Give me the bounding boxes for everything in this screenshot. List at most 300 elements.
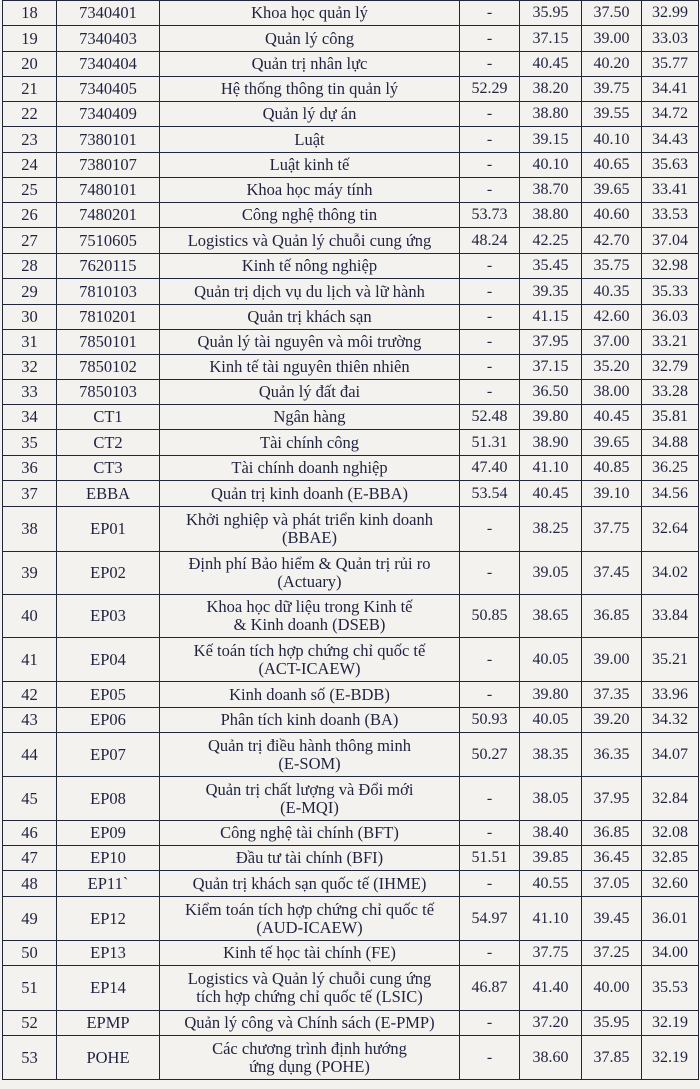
score-cell-4: 36.03 [642,305,699,330]
row-number-cell: 31 [3,330,57,355]
score-cell-1: 54.97 [460,897,520,941]
score-cell-1: - [460,1036,520,1080]
row-number-cell: 52 [3,1011,57,1036]
program-code-cell: EP08 [57,777,160,821]
program-code-cell: 7620115 [57,254,160,279]
score-cell-1: - [460,26,520,52]
program-name-cell: Quản lý công [160,26,460,52]
program-name-cell: Quản lý tài nguyên và môi trường [160,330,460,355]
score-cell-4: 35.21 [642,638,699,682]
score-cell-3: 37.45 [582,552,642,595]
table-row [3,330,699,355]
score-cell-2: 39.85 [520,846,582,871]
program-code-cell: POHE [57,1036,160,1080]
program-code-cell: 7810103 [57,279,160,305]
score-cell-3: 37.75 [582,507,642,552]
row-number-cell: 43 [3,708,57,733]
score-cell-1: - [460,777,520,821]
score-cell-2: 38.60 [520,1036,582,1080]
program-code-cell: 7810201 [57,305,160,330]
score-cell-2: 40.55 [520,871,582,897]
score-cell-3: 39.00 [582,26,642,52]
table-row [3,941,699,966]
score-cell-4: 34.07 [642,733,699,777]
score-cell-2: 41.10 [520,456,582,481]
score-cell-2: 37.15 [520,26,582,52]
program-name-line-1: Kiểm toán tích hợp chứng chỉ quốc tế [184,899,435,919]
program-code-cell: 7380107 [57,153,160,178]
score-cell-4: 36.01 [642,897,699,941]
score-cell-1: 51.31 [460,430,520,456]
program-name-cell: Quản trị dịch vụ du lịch và lữ hành [160,279,460,305]
program-code-cell: EP11` [57,871,160,897]
program-name-line-1: Khởi nghiệp và phát triển kinh doanh [185,510,433,529]
score-cell-1: - [460,871,520,897]
row-number-cell: 30 [3,305,57,330]
program-code-cell: EP12 [57,897,160,941]
score-cell-1: 51.51 [460,846,520,871]
program-code-cell: EP03 [57,595,160,638]
score-cell-4: 34.43 [642,127,699,153]
score-cell-1: 47.40 [460,456,520,481]
table-row [3,102,699,127]
score-cell-4: 34.72 [642,102,699,127]
score-cell-4: 32.64 [642,507,699,552]
row-number-cell: 47 [3,846,57,871]
score-cell-3: 39.00 [582,638,642,682]
score-cell-2: 41.15 [520,305,582,330]
row-number-cell: 36 [3,456,57,481]
program-name-cell: Logistics và Quản lý chuỗi cung ứng [160,228,460,254]
program-code-cell: EP09 [57,821,160,846]
table-row [3,405,699,430]
program-name-cell: Khoa học máy tính [160,178,460,203]
score-cell-2: 35.45 [520,254,582,279]
program-code-cell: EP10 [57,846,160,871]
row-number-cell: 51 [3,966,57,1011]
table-row [3,203,699,228]
score-cell-4: 35.53 [642,966,699,1011]
program-name-cell: Khoa học quản lý [160,1,460,26]
program-name-cell [160,777,460,821]
score-cell-4: 32.19 [642,1011,699,1036]
score-cell-2: 38.80 [520,203,582,228]
program-name-line-1: Kế toán tích hợp chứng chỉ quốc tế [193,640,426,660]
program-name-line-2: (ACT-ICAEW) [258,658,361,678]
score-cell-2: 40.45 [520,52,582,77]
table-row [3,305,699,330]
score-cell-1: 50.85 [460,595,520,638]
program-code-cell: 7480201 [57,203,160,228]
score-cell-4: 32.79 [642,355,699,380]
score-cell-4: 34.32 [642,708,699,733]
score-cell-2: 39.80 [520,682,582,708]
row-number-cell: 19 [3,26,57,52]
row-number-cell: 53 [3,1036,57,1080]
program-name-line-1: Định phí Bảo hiểm & Quản trị rủi ro [188,554,431,573]
row-number-cell: 22 [3,102,57,127]
program-code-cell: 7380101 [57,127,160,153]
program-code-cell: 7340409 [57,102,160,127]
table-row [3,254,699,279]
score-cell-3: 40.65 [582,153,642,178]
score-cell-3: 39.45 [582,897,642,941]
score-cell-2: 40.45 [520,481,582,507]
program-name-cell: Công nghệ tài chính (BFT) [160,821,460,846]
score-cell-1: - [460,178,520,203]
score-cell-3: 40.10 [582,127,642,153]
score-cell-4: 33.28 [642,380,699,405]
score-cell-4: 35.81 [642,405,699,430]
table-row [3,1011,699,1036]
score-cell-2: 40.05 [520,708,582,733]
score-cell-3: 42.60 [582,305,642,330]
program-name-line-1: Quản trị điều hành thông minh [207,735,411,755]
table-row [3,26,699,52]
program-name-line-1: Khoa học dữ liệu trong Kinh tế [206,597,413,616]
score-cell-1: - [460,153,520,178]
score-cell-4: 34.00 [642,941,699,966]
row-number-cell: 39 [3,552,57,595]
table-row [3,777,699,821]
program-code-cell: 7850102 [57,355,160,380]
row-number-cell: 20 [3,52,57,77]
program-code-cell: 7340401 [57,1,160,26]
score-cell-1: - [460,52,520,77]
program-code-cell: CT3 [57,456,160,481]
table-row [3,638,699,682]
score-cell-4: 32.84 [642,777,699,821]
program-name-cell [160,595,460,638]
program-name-line-1: Logistics và Quản lý chuỗi cung ứng [187,969,432,988]
table-row [3,430,699,456]
row-number-cell: 48 [3,871,57,897]
score-cell-4: 33.41 [642,178,699,203]
table-row [3,552,699,595]
program-name-cell [160,1036,460,1080]
score-cell-2: 37.15 [520,355,582,380]
table-row [3,77,699,102]
row-number-cell: 50 [3,941,57,966]
row-number-cell: 26 [3,203,57,228]
score-cell-3: 40.45 [582,405,642,430]
program-name-line-2: (E-MQI) [280,797,339,817]
program-code-cell: 7340404 [57,52,160,77]
row-number-cell: 33 [3,380,57,405]
program-code-cell: EP01 [57,507,160,552]
table-row [3,708,699,733]
row-number-cell: 41 [3,638,57,682]
admission-score-table [2,0,699,1080]
program-name-cell [160,966,460,1011]
row-number-cell: 49 [3,897,57,941]
program-code-cell: 7510605 [57,228,160,254]
program-name-cell [160,507,460,552]
score-cell-4: 35.63 [642,153,699,178]
program-code-cell: CT1 [57,405,160,430]
score-cell-4: 32.98 [642,254,699,279]
score-cell-3: 39.65 [582,178,642,203]
score-cell-2: 38.35 [520,733,582,777]
table-row [3,228,699,254]
score-cell-2: 38.40 [520,821,582,846]
program-code-cell: CT2 [57,430,160,456]
program-code-cell: EP14 [57,966,160,1011]
score-cell-2: 37.95 [520,330,582,355]
program-code-cell: EP07 [57,733,160,777]
program-name-line-1: Quản trị chất lượng và Đổi mới [205,779,414,799]
score-cell-2: 39.15 [520,127,582,153]
score-cell-4: 32.19 [642,1036,699,1080]
table-row [3,682,699,708]
row-number-cell: 37 [3,481,57,507]
score-cell-4: 33.21 [642,330,699,355]
program-name-cell: Quản trị khách sạn quốc tế (IHME) [160,871,460,897]
program-name-cell: Tài chính công [160,430,460,456]
row-number-cell: 21 [3,77,57,102]
program-code-cell: EPMP [57,1011,160,1036]
score-cell-2: 38.05 [520,777,582,821]
program-code-cell: EP13 [57,941,160,966]
score-cell-3: 36.45 [582,846,642,871]
score-cell-2: 38.65 [520,595,582,638]
program-name-cell [160,552,460,595]
program-name-cell: Quản lý công và Chính sách (E-PMP) [160,1011,460,1036]
program-name-cell: Kinh tế học tài chính (FE) [160,941,460,966]
program-name-line-2: ứng dụng (POHE) [249,1056,370,1076]
row-number-cell: 34 [3,405,57,430]
score-cell-1: - [460,254,520,279]
score-cell-2: 39.35 [520,279,582,305]
program-name-line-2: & Kinh doanh (DSEB) [233,615,386,634]
score-cell-4: 36.25 [642,456,699,481]
score-cell-2: 38.70 [520,178,582,203]
score-cell-2: 38.90 [520,430,582,456]
score-cell-4: 33.96 [642,682,699,708]
score-cell-3: 38.00 [582,380,642,405]
program-code-cell: 7340405 [57,77,160,102]
row-number-cell: 40 [3,595,57,638]
score-cell-1: - [460,682,520,708]
score-cell-2: 38.25 [520,507,582,552]
score-cell-2: 37.75 [520,941,582,966]
score-cell-3: 37.00 [582,330,642,355]
row-number-cell: 24 [3,153,57,178]
score-cell-1: - [460,552,520,595]
score-cell-3: 40.85 [582,456,642,481]
score-cell-3: 37.05 [582,871,642,897]
score-cell-1: - [460,279,520,305]
score-cell-3: 35.95 [582,1011,642,1036]
score-cell-1: - [460,380,520,405]
program-name-cell: Ngân hàng [160,405,460,430]
program-name-line-2: (BBAE) [282,528,337,547]
program-name-cell: Tài chính doanh nghiệp [160,456,460,481]
score-cell-4: 32.60 [642,871,699,897]
score-cell-3: 40.35 [582,279,642,305]
program-name-cell [160,733,460,777]
score-cell-1: 48.24 [460,228,520,254]
score-cell-1: - [460,941,520,966]
row-number-cell: 46 [3,821,57,846]
table-row [3,733,699,777]
score-cell-1: 50.27 [460,733,520,777]
row-number-cell: 44 [3,733,57,777]
score-cell-1: - [460,102,520,127]
score-cell-1: - [460,355,520,380]
row-number-cell: 42 [3,682,57,708]
row-number-cell: 45 [3,777,57,821]
table-row [3,846,699,871]
score-cell-3: 39.10 [582,481,642,507]
score-cell-2: 39.80 [520,405,582,430]
score-cell-1: 46.87 [460,966,520,1011]
table-row [3,481,699,507]
program-name-cell [160,897,460,941]
program-code-cell: EP05 [57,682,160,708]
score-cell-2: 40.05 [520,638,582,682]
score-cell-1: - [460,305,520,330]
score-cell-1: - [460,1,520,26]
score-cell-2: 39.05 [520,552,582,595]
program-code-cell: EP04 [57,638,160,682]
score-cell-4: 37.04 [642,228,699,254]
program-name-cell: Quản trị khách sạn [160,305,460,330]
score-cell-4: 32.99 [642,1,699,26]
table-row [3,355,699,380]
row-number-cell: 23 [3,127,57,153]
score-cell-4: 34.56 [642,481,699,507]
table-row [3,279,699,305]
row-number-cell: 27 [3,228,57,254]
row-number-cell: 32 [3,355,57,380]
score-cell-4: 33.03 [642,26,699,52]
program-code-cell: 7340403 [57,26,160,52]
score-cell-4: 32.85 [642,846,699,871]
program-name-cell: Kinh doanh số (E-BDB) [160,682,460,708]
score-cell-4: 34.41 [642,77,699,102]
score-cell-3: 35.75 [582,254,642,279]
score-cell-1: - [460,821,520,846]
score-cell-4: 35.33 [642,279,699,305]
score-cell-3: 40.00 [582,966,642,1011]
score-cell-1: - [460,507,520,552]
score-cell-4: 33.53 [642,203,699,228]
score-cell-1: 52.48 [460,405,520,430]
table-row [3,1036,699,1080]
row-number-cell: 25 [3,178,57,203]
score-cell-2: 35.95 [520,1,582,26]
program-name-line-2: tích hợp chứng chỉ quốc tế (LSIC) [196,987,423,1006]
program-name-cell: Luật kinh tế [160,153,460,178]
program-name-cell: Công nghệ thông tin [160,203,460,228]
table-row [3,456,699,481]
score-cell-3: 39.65 [582,430,642,456]
program-name-cell: Quản trị kinh doanh (E-BBA) [160,481,460,507]
program-name-line-1: Các chương trình định hướng [212,1038,407,1058]
score-cell-3: 39.75 [582,77,642,102]
program-name-cell [160,638,460,682]
score-cell-3: 39.55 [582,102,642,127]
score-cell-2: 36.50 [520,380,582,405]
score-cell-3: 37.85 [582,1036,642,1080]
score-cell-1: - [460,638,520,682]
table-row [3,871,699,897]
score-cell-1: 53.54 [460,481,520,507]
program-code-cell: EP06 [57,708,160,733]
score-cell-3: 36.85 [582,595,642,638]
program-name-cell: Phân tích kinh doanh (BA) [160,708,460,733]
table-row [3,153,699,178]
table-row [3,595,699,638]
score-cell-3: 39.20 [582,708,642,733]
score-cell-1: - [460,127,520,153]
score-cell-4: 33.84 [642,595,699,638]
score-cell-4: 34.88 [642,430,699,456]
program-name-line-2: (Actuary) [277,572,342,591]
score-cell-1: - [460,1011,520,1036]
score-cell-3: 36.35 [582,733,642,777]
program-code-cell: EP02 [57,552,160,595]
table-row [3,507,699,552]
program-name-cell: Quản lý đất đai [160,380,460,405]
score-cell-3: 37.95 [582,777,642,821]
program-name-cell: Đầu tư tài chính (BFI) [160,846,460,871]
table-row [3,52,699,77]
score-cell-3: 42.70 [582,228,642,254]
score-cell-1: 52.29 [460,77,520,102]
program-code-cell: 7480101 [57,178,160,203]
score-cell-3: 37.25 [582,941,642,966]
score-cell-3: 37.50 [582,1,642,26]
table-row [3,966,699,1011]
score-cell-2: 40.10 [520,153,582,178]
table-row [3,380,699,405]
program-code-cell: 7850101 [57,330,160,355]
program-name-line-2: (E-SOM) [278,753,341,773]
row-number-cell: 35 [3,430,57,456]
program-name-cell: Kinh tế nông nghiệp [160,254,460,279]
program-name-cell: Quản lý dự án [160,102,460,127]
program-name-cell: Kinh tế tài nguyên thiên nhiên [160,355,460,380]
row-number-cell: 38 [3,507,57,552]
program-name-cell: Quản trị nhân lực [160,52,460,77]
score-cell-2: 42.25 [520,228,582,254]
score-cell-1: 50.93 [460,708,520,733]
program-name-cell: Luật [160,127,460,153]
program-code-cell: EBBA [57,481,160,507]
table-row [3,178,699,203]
score-cell-2: 41.10 [520,897,582,941]
score-cell-3: 35.20 [582,355,642,380]
score-cell-4: 34.02 [642,552,699,595]
program-code-cell: 7850103 [57,380,160,405]
score-cell-3: 37.35 [582,682,642,708]
program-name-line-2: (AUD-ICAEW) [256,917,363,937]
score-cell-2: 37.20 [520,1011,582,1036]
program-name-cell: Hệ thống thông tin quản lý [160,77,460,102]
table-row [3,127,699,153]
table-row [3,1,699,26]
score-cell-1: 53.73 [460,203,520,228]
row-number-cell: 18 [3,1,57,26]
row-number-cell: 29 [3,279,57,305]
table-body [3,1,699,1080]
score-cell-2: 38.80 [520,102,582,127]
score-cell-1: - [460,330,520,355]
score-cell-3: 40.60 [582,203,642,228]
score-cell-3: 40.20 [582,52,642,77]
